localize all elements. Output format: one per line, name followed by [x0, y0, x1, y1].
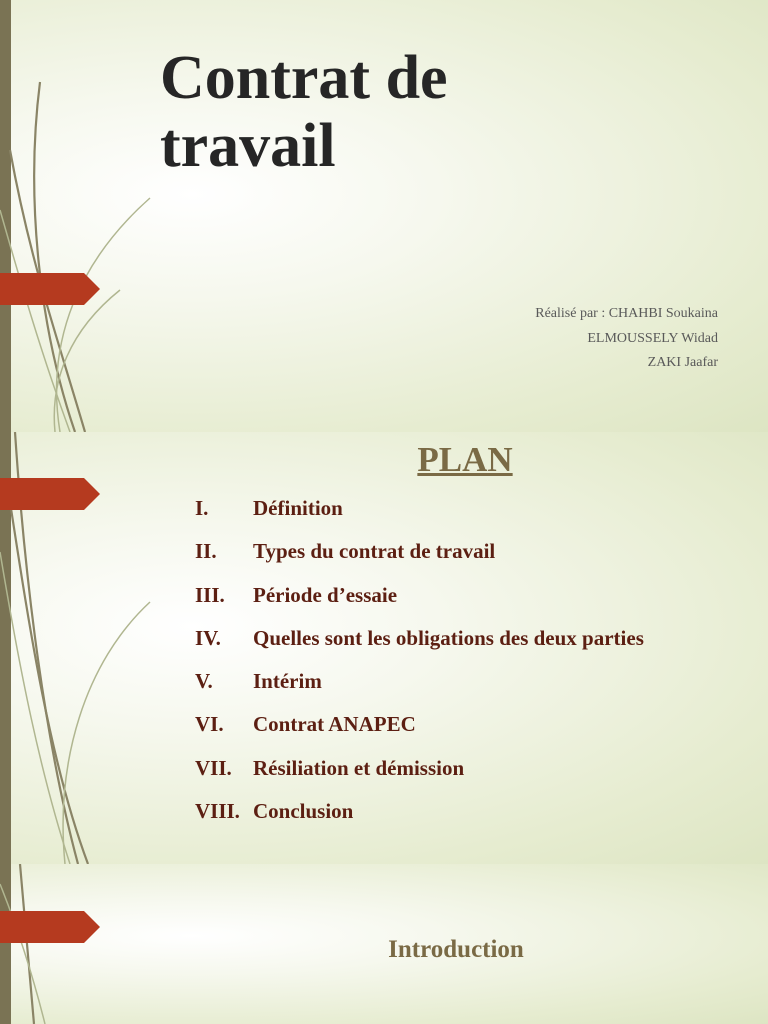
- title-line-1: Contrat de: [160, 44, 448, 112]
- plan-item: [195, 710, 644, 753]
- author-line: Réalisé par : CHAHBI Soukaina: [535, 306, 718, 321]
- plan-item-label: Contrat ANAPEC: [253, 712, 416, 737]
- plan-item: [195, 581, 644, 624]
- plan-item-label: Résiliation et démission: [253, 755, 465, 780]
- plan-item: [195, 494, 644, 537]
- plan-item-number: II.: [195, 539, 217, 564]
- authors-block: [535, 302, 718, 376]
- plan-item-number: VII.: [195, 755, 232, 780]
- plan-item: [195, 537, 644, 580]
- plan-item-number: III.: [195, 582, 225, 607]
- section-tab-arrow: [0, 478, 100, 510]
- author-line: ZAKI Jaafar: [647, 355, 718, 370]
- plan-item-number: IV.: [195, 625, 221, 650]
- plan-item: [195, 667, 644, 710]
- introduction-title: Introduction: [388, 936, 524, 963]
- plan-item-label: Types du contrat de travail: [253, 539, 496, 564]
- plan-item-label: Définition: [253, 496, 343, 520]
- author-line: ELMOUSSELY Widad: [587, 330, 718, 346]
- plan-item-number: I.: [195, 496, 209, 520]
- plan-title: PLAN: [417, 440, 513, 479]
- plan-item-number: VI.: [195, 712, 224, 737]
- section-tab-arrow: [0, 273, 100, 305]
- plan-item-number: VIII.: [195, 799, 240, 824]
- plan-item-label: Conclusion: [253, 799, 354, 824]
- plan-item-label: Quelles sont les obligations des deux parties: [253, 625, 644, 650]
- presentation-title: [160, 44, 640, 180]
- plan-item-number: V.: [195, 669, 213, 694]
- slide-plan: [0, 432, 768, 864]
- plan-item-label: Intérim: [253, 669, 322, 694]
- title-line-2: travail: [160, 112, 336, 180]
- slide-introduction: [0, 864, 768, 1024]
- plan-item: [195, 797, 644, 840]
- plan-item: [195, 754, 644, 797]
- plan-item: [195, 624, 644, 667]
- slide-title: [0, 0, 768, 432]
- plan-list: [195, 494, 644, 840]
- plan-item-label: Période d’essaie: [253, 582, 398, 607]
